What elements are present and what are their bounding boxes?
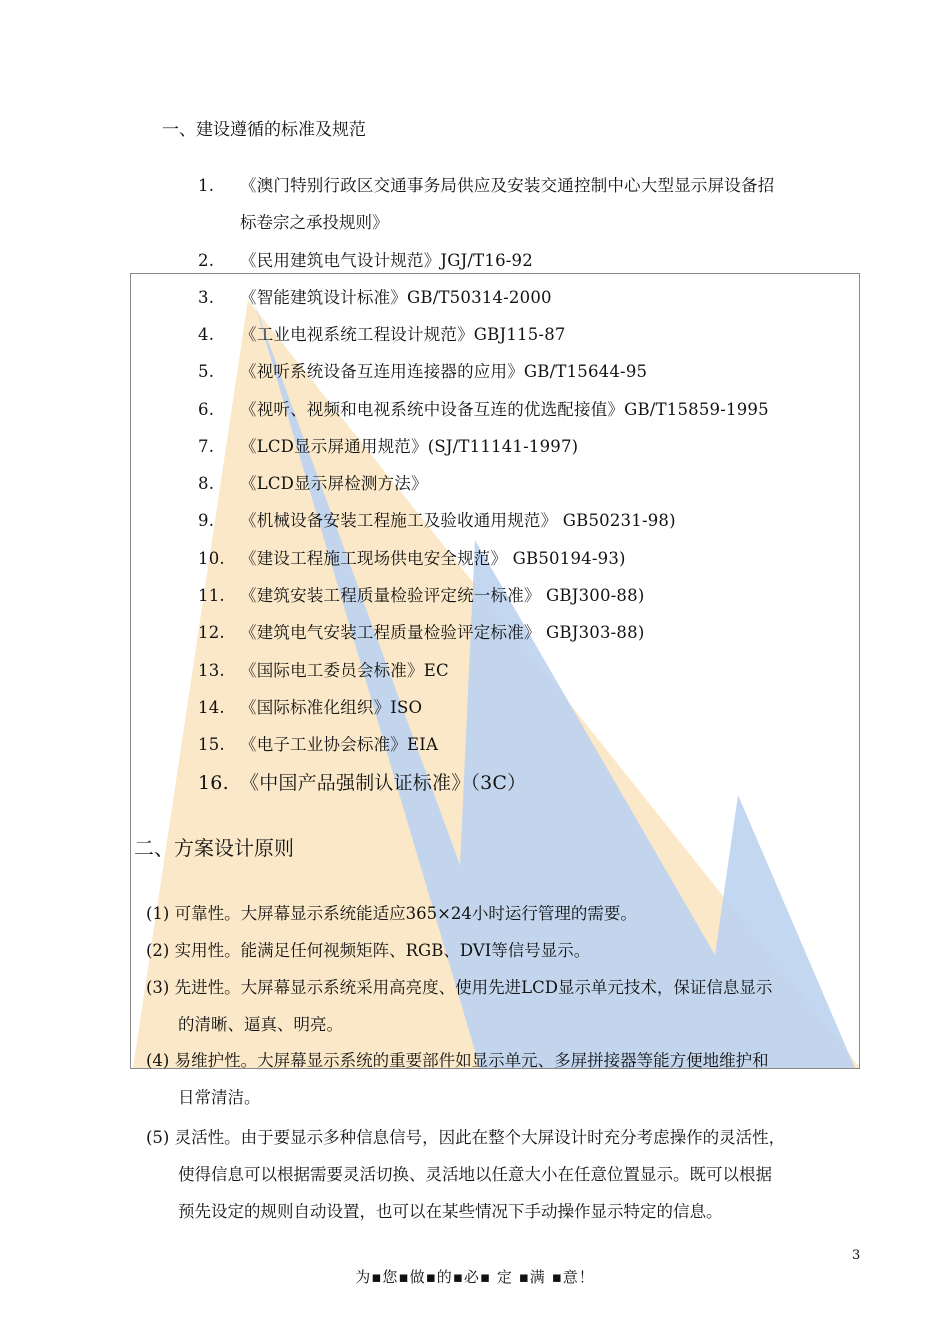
standard-item-text: 《国际标准化组织》ISO [240, 698, 423, 717]
standard-item-number: 3. [198, 288, 215, 307]
standard-item [198, 396, 769, 420]
standard-item-number: 16. [198, 772, 229, 794]
standard-item [198, 470, 428, 494]
principle-item-continuation: 的清晰、逼真、明亮。 [178, 1015, 343, 1034]
page-footer: 为▪您▪做▪的▪必▪ 定 ▪满 ▪意！ [355, 1268, 595, 1286]
standard-item [198, 321, 566, 345]
standard-item [198, 582, 644, 606]
standard-item-number: 6. [198, 400, 215, 419]
standard-item [198, 657, 449, 681]
standard-item [198, 172, 774, 196]
standard-item-number: 4. [198, 325, 215, 344]
standard-item-number: 7. [198, 437, 215, 456]
standard-item-text: 《中国产品强制认证标准》（3C） [240, 772, 527, 794]
standard-item-number: 10. [198, 549, 225, 568]
standard-item-number: 1. [198, 176, 215, 195]
standard-item-number: 13. [198, 661, 225, 680]
principle-item-continuation: 日常清洁。 [178, 1088, 261, 1107]
principle-item: (3) 先进性。大屏幕显示系统采用高亮度、使用先进LCD显示单元技术，保证信息显示 [146, 978, 773, 997]
principle-item-continuation: 预先设定的规则自动设置，也可以在某些情况下手动操作显示特定的信息。 [178, 1202, 723, 1221]
standard-item [198, 545, 626, 569]
principle-item: (1) 可靠性。大屏幕显示系统能适应365×24小时运行管理的需要。 [146, 904, 637, 923]
standard-item-text: 《建筑电气安装工程质量检验评定标准》 GBJ303-88) [240, 623, 645, 642]
standard-item-text: 《机械设备安装工程施工及验收通用规范》 GB50231-98) [240, 511, 676, 530]
standard-item-continuation: 标卷宗之承投规则》 [240, 213, 389, 232]
standard-item-number: 11. [198, 586, 225, 605]
standard-item [198, 768, 526, 795]
standard-item-number: 9. [198, 511, 215, 530]
standard-item-text: 《LCD显示屏检测方法》 [240, 474, 428, 493]
standard-item-text: 《智能建筑设计标准》GB/T50314-2000 [240, 288, 552, 307]
standard-item-text: 《电子工业协会标准》EIA [240, 735, 439, 754]
standard-item-text: 《建筑安装工程质量检验评定统一标准》 GBJ300-88) [240, 586, 645, 605]
standard-item-text: 《视听系统设备互连用连接器的应用》GB/T15644-95 [240, 362, 648, 381]
standard-item-number: 8. [198, 474, 215, 493]
standard-item-text: 《澳门特别行政区交通事务局供应及安装交通控制中心大型显示屏设备招 [240, 176, 775, 195]
standard-item [198, 694, 422, 718]
standard-item [198, 284, 552, 308]
standard-item-number: 5. [198, 362, 215, 381]
standard-item [198, 507, 676, 531]
standard-item-text: 《国际电工委员会标准》EC [240, 661, 449, 680]
standard-item-number: 2. [198, 251, 215, 270]
standard-item-text: 《民用建筑电气设计规范》JGJ/T16-92 [240, 251, 533, 270]
page-number: 3 [852, 1248, 861, 1263]
standard-item [198, 731, 438, 755]
standard-item-text: 《LCD显示屏通用规范》(SJ/T11141-1997) [240, 437, 579, 456]
section-heading-standards: 一、建设遵循的标准及规范 [162, 120, 366, 140]
standard-item [198, 358, 647, 382]
principle-item-continuation: 使得信息可以根据需要灵活切换、灵活地以任意大小在任意位置显示。既可以根据 [178, 1165, 772, 1184]
standard-item-number: 14. [198, 698, 225, 717]
standard-item-text: 《视听、视频和电视系统中设备互连的优选配接值》GB/T15859-1995 [240, 400, 769, 419]
standard-item-number: 12. [198, 623, 225, 642]
standard-item-text: 《建设工程施工现场供电安全规范》 GB50194-93) [240, 549, 626, 568]
standard-item [198, 247, 533, 271]
section-heading-principles: 二、方案设计原则 [134, 836, 294, 860]
principle-item: (2) 实用性。能满足任何视频矩阵、RGB、DVI等信号显示。 [146, 941, 591, 960]
standard-item-number: 15. [198, 735, 225, 754]
principle-item: (4) 易维护性。大屏幕显示系统的重要部件如显示单元、多屏拼接器等能方便地维护和 [146, 1051, 769, 1070]
standard-item [198, 619, 644, 643]
standard-item [198, 433, 578, 457]
standard-item-text: 《工业电视系统工程设计规范》GBJ115-87 [240, 325, 566, 344]
principle-item: (5) 灵活性。由于要显示多种信息信号，因此在整个大屏设计时充分考虑操作的灵活性， [146, 1128, 786, 1147]
